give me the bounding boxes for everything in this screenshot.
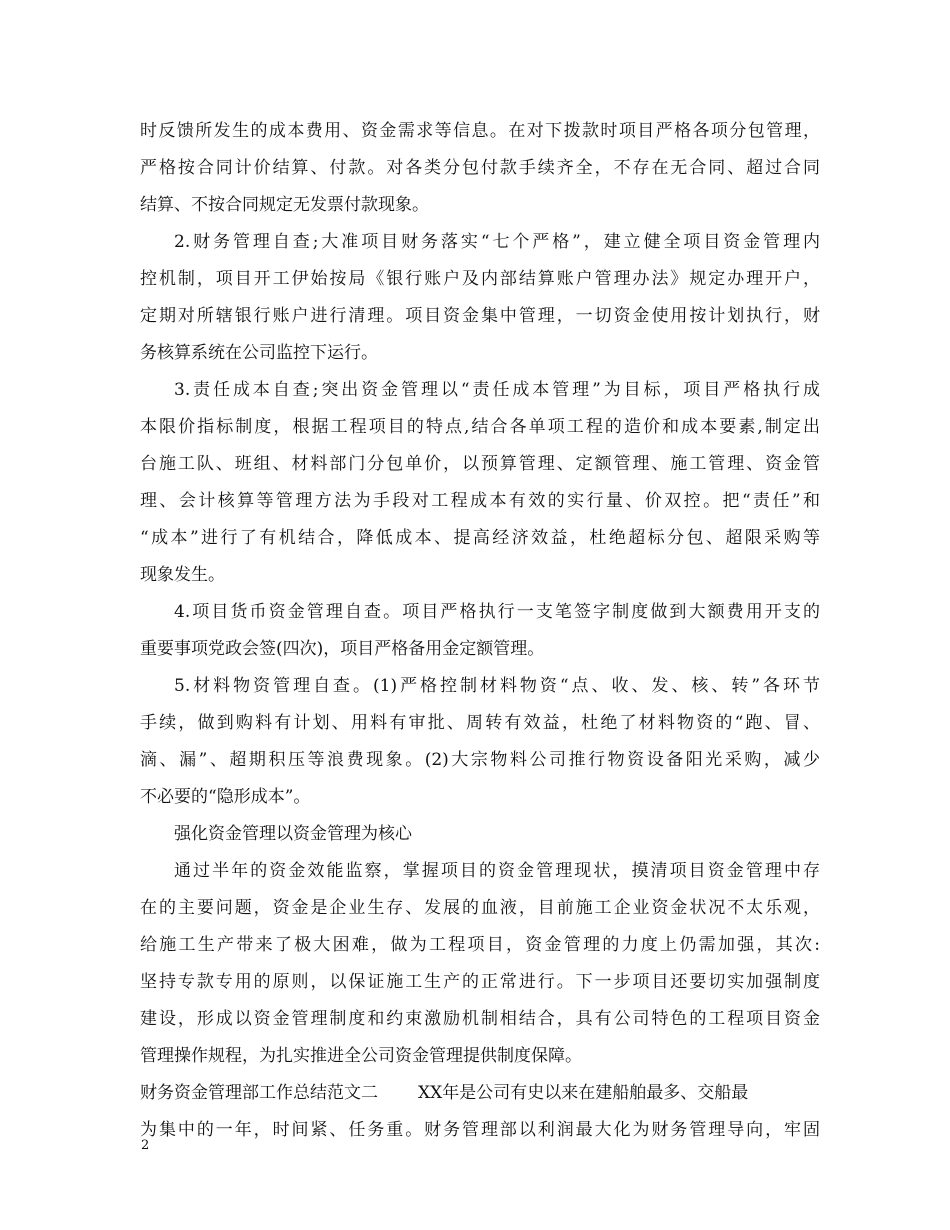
text-line: 定期对所辖银行账户进行清理。项目资金集中管理，一切资金使用按计划执行，财: [140, 306, 820, 326]
section-title: 财务资金管理部工作总结范文二: [140, 1083, 378, 1103]
text-line: 时反馈所发生的成本费用、资金需求等信息。在对下拨款时项目严格各项分包管理，: [140, 121, 820, 141]
text-line: 现象发生。: [140, 565, 225, 585]
text-line: 3.责任成本自查;突出资金管理以“责任成本管理”为目标，项目严格执行成: [174, 380, 820, 400]
text-line: 4.项目货币资金管理自查。项目严格执行一支笔签字制度做到大额费用开支的: [174, 602, 820, 622]
text-line: 重要事项党政会签(四次)，项目严格备用金定额管理。: [140, 639, 545, 659]
text-line: 通过半年的资金效能监察，掌握项目的资金管理现状，摸清项目资金管理中存: [174, 861, 820, 881]
text-line: “成本”进行了有机结合，降低成本、提高经济效益，杜绝超标分包、超限采购等: [140, 528, 820, 548]
text-line: 结算、不按合同规定无发票付款现象。: [140, 195, 429, 215]
section-first-line-text: XX年是公司有史以来在建船舶最多、交船最: [418, 1083, 749, 1103]
text-line: 管理操作规程，为扎实推进全公司资金管理提供制度保障。: [140, 1046, 582, 1066]
text-line: 坚持专款专用的原则，以保证施工生产的正常进行。下一步项目还要切实加强制度: [140, 972, 820, 992]
text-line: 手续，做到购料有计划、用料有审批、周转有效益，杜绝了材料物资的“跑、冒、: [140, 713, 820, 733]
text-line: 建设，形成以资金管理制度和约束激励机制相结合，具有公司特色的工程项目资金: [140, 1009, 820, 1029]
text-line: 滴、漏”、超期积压等浪费现象。(2)大宗物料公司推行物资设备阳光采购，减少: [140, 750, 820, 770]
text-line: 给施工生产带来了极大困难，做为工程项目，资金管理的力度上仍需加强，其次:: [140, 935, 820, 955]
text-line: 本限价指标制度，根据工程项目的特点,结合各单项工程的造价和成本要素,制定出: [140, 417, 820, 437]
text-line: 控机制，项目开工伊始按局《银行账户及内部结算账户管理办法》规定办理开户，: [140, 269, 820, 289]
text-line: 严格按合同计价结算、付款。对各类分包付款手续齐全，不存在无合同、超过合同: [140, 158, 820, 178]
text-line: 务核算系统在公司监控下运行。: [140, 343, 378, 363]
text-line: 台施工队、班组、材料部门分包单价，以预算管理、定额管理、施工管理、资金管: [140, 454, 820, 474]
text-line: 5.材料物资管理自查。(1)严格控制材料物资“点、收、发、核、转”各环节: [174, 676, 820, 696]
text-line: 为集中的一年，时间紧、任务重。财务管理部以利润最大化为财务管理导向，牢固: [140, 1120, 820, 1140]
document-body: [140, 113, 820, 1149]
text-line: 理、会计核算等管理方法为手段对工程成本有效的实行量、价双控。把“责任”和: [140, 491, 820, 511]
text-line: 在的主要问题，资金是企业生存、发展的血液，目前施工企业资金状况不太乐观，: [140, 898, 820, 918]
section-title-line: [140, 1075, 820, 1112]
text-line: 不必要的“隐形成本”。: [140, 787, 311, 807]
page-number: 2: [141, 1138, 150, 1153]
text-line: 2.财务管理自查;大准项目财务落实“七个严格”，建立健全项目资金管理内: [174, 232, 820, 252]
section-heading: 强化资金管理以资金管理为核心: [174, 824, 412, 844]
